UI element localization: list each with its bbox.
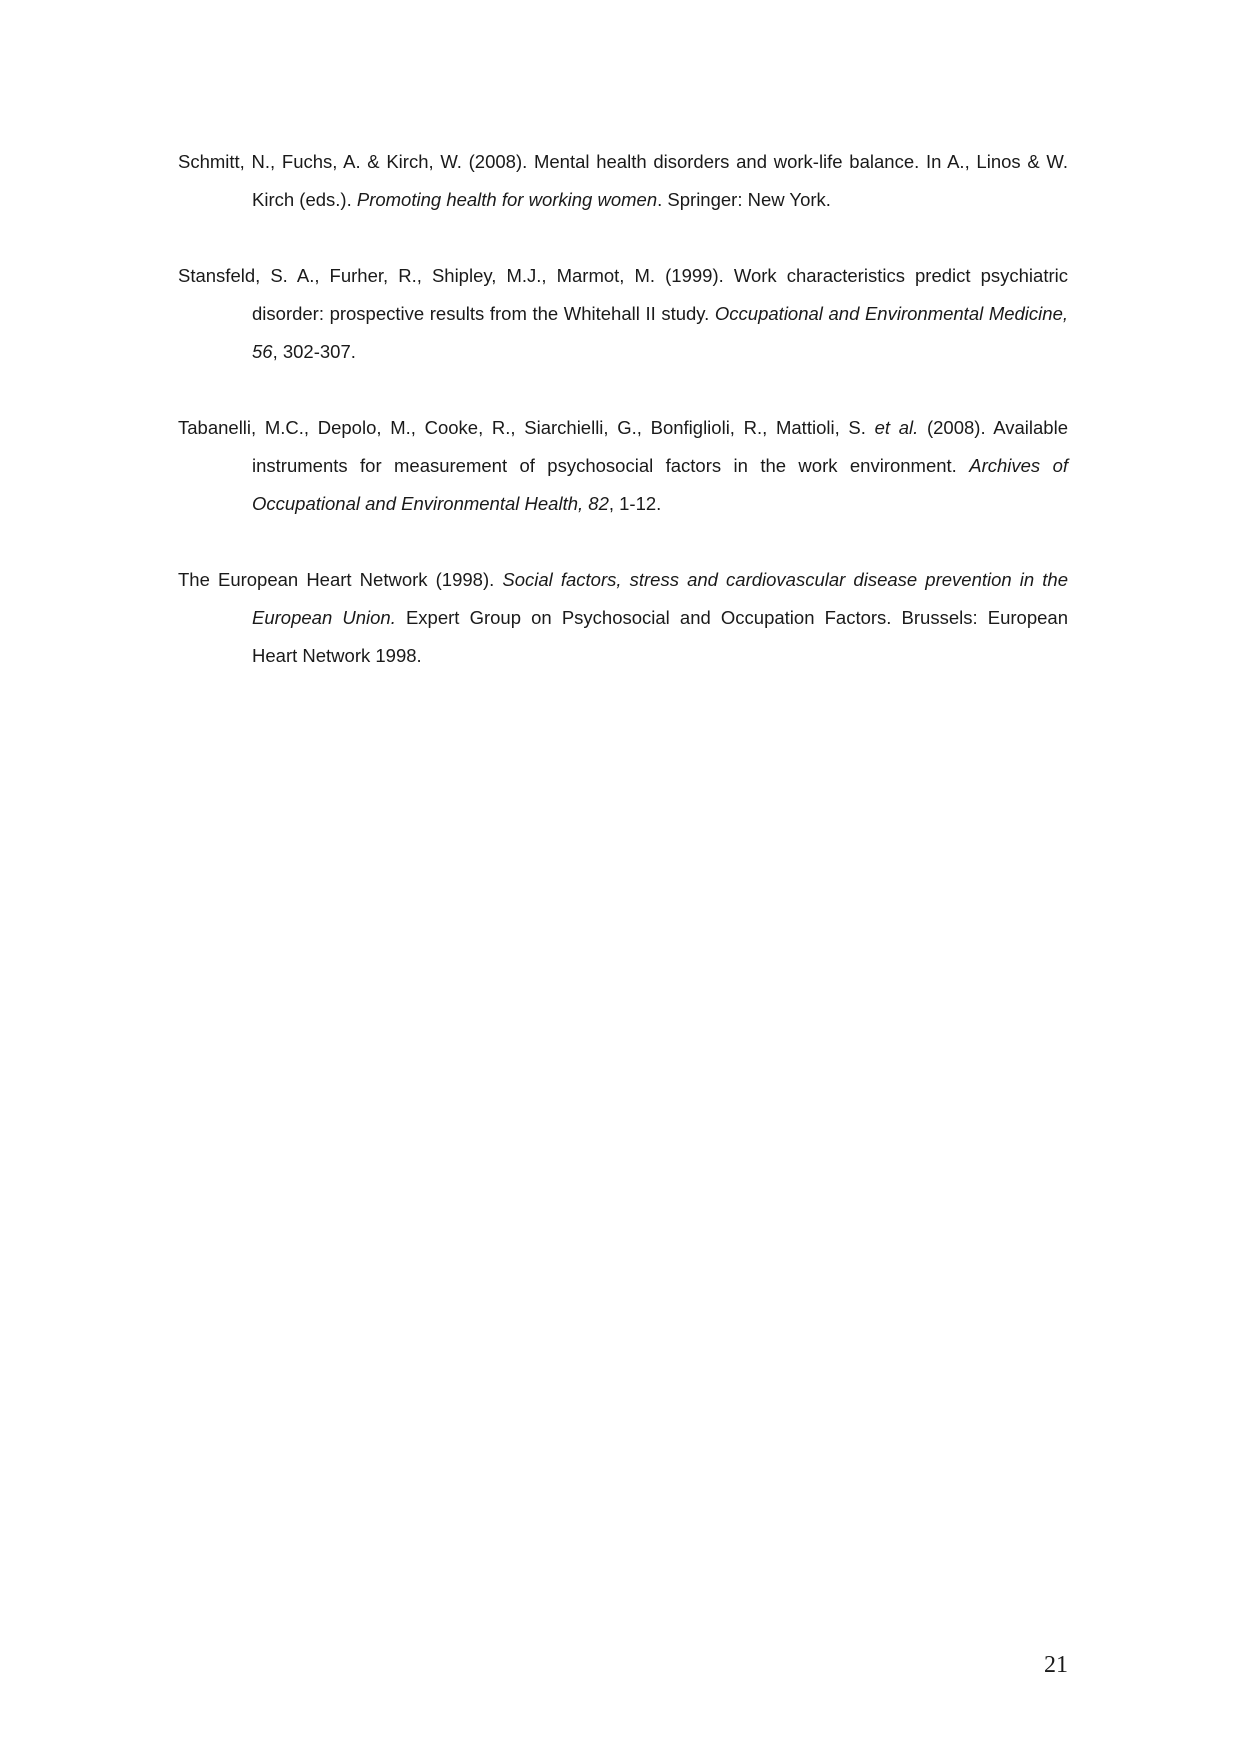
reference-entry — [178, 143, 1068, 219]
reference-italic-text: Social factors, stress and cardiovascular disease prevention in the European Union. — [252, 569, 1069, 628]
reference-entry — [178, 409, 1068, 523]
reference-text: Schmitt, N., Fuchs, A. & Kirch, W. (2008). Mental health disorders and work-life balance. In A., Linos & W. Kirch (eds.). — [178, 151, 1068, 210]
reference-italic-text: et al. — [874, 417, 919, 438]
reference-text: , 302-307. — [272, 341, 356, 362]
reference-text: (2008). Available instruments for measurement of psychosocial factors in the work environment. — [252, 417, 1068, 476]
reference-italic-text: Archives of Occupational and Environmental Health, 82 — [252, 455, 1068, 514]
reference-entry — [178, 561, 1068, 675]
reference-text: The European Heart Network (1998). — [178, 569, 503, 590]
reference-text: . Springer: New York. — [657, 189, 831, 210]
reference-text: Expert Group on Psychosocial and Occupation Factors. Brussels: European Heart Network 1998. — [252, 607, 1068, 666]
reference-text: , 1-12. — [608, 493, 662, 514]
reference-text: Tabanelli, M.C., Depolo, M., Cooke, R., Siarchielli, G., Bonfiglioli, R., Mattioli, S. — [178, 417, 875, 438]
reference-entry — [178, 257, 1068, 371]
reference-list — [178, 143, 1068, 713]
reference-italic-text: Occupational and Environmental Medicine, 56 — [252, 303, 1068, 362]
page-number: 21 — [1044, 1652, 1068, 1678]
reference-italic-text: Promoting health for working women — [356, 189, 658, 210]
reference-text: Stansfeld, S. A., Furher, R., Shipley, M.J., Marmot, M. (1999). Work characteristics predict psychiatric disorder: prospective results from the Whitehall II study. — [178, 265, 1068, 324]
